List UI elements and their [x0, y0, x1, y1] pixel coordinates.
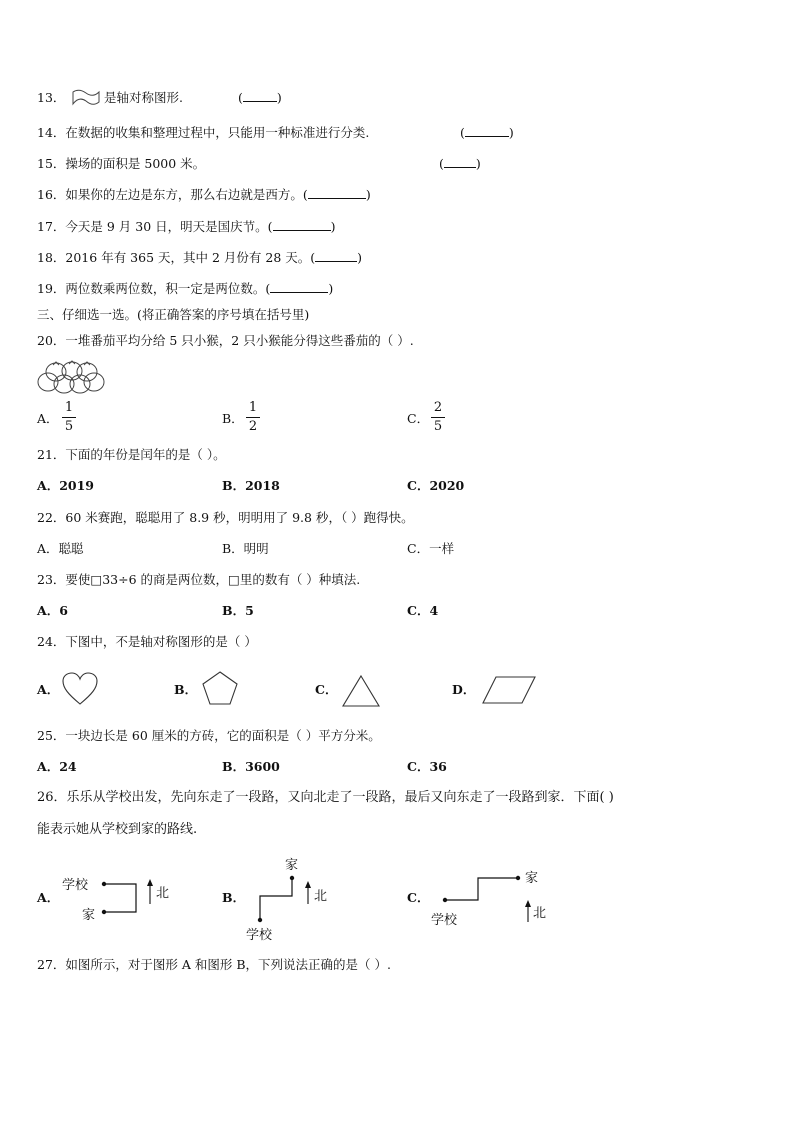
answer-blank-15[interactable]: ( ) [439, 156, 481, 171]
option-a[interactable]: A．2019 [37, 478, 94, 493]
question-number: 13． [37, 90, 66, 105]
option-a[interactable]: A．24 [37, 759, 77, 774]
north-label: 北 [156, 886, 170, 901]
question-13-text: 是轴对称图形. [104, 90, 183, 105]
option-c[interactable]: C． [315, 682, 338, 697]
option-c[interactable]: C．一样 [407, 541, 455, 556]
home-label: 家 [525, 871, 539, 886]
question-22: 22．60 米赛跑，聪聪用了 8.9 秒，明明用了 9.8 秒，（ ）跑得快。 [37, 510, 414, 525]
option-b[interactable]: B． [222, 890, 246, 905]
question-15: 15．操场的面积是 5000 米。 [37, 156, 206, 171]
section-heading: 三、仔细选一选。(将正确答案的序号填在括号里) [37, 307, 310, 322]
question-23: 23．要使□33÷6 的商是两位数，□里的数有（ ）种填法. [37, 572, 361, 587]
option-c[interactable]: C．4 [407, 603, 439, 618]
option-b[interactable]: B．明明 [222, 541, 269, 556]
answer-blank-19[interactable]: ( [265, 281, 271, 296]
question-14: 14．在数据的收集和整理过程中，只能用一种标准进行分类. [37, 125, 370, 140]
answer-blank-14[interactable]: ( ) [460, 125, 514, 140]
option-a[interactable]: A． [37, 411, 59, 426]
north-label: 北 [533, 906, 547, 921]
option-c[interactable]: C．36 [407, 759, 447, 774]
option-b[interactable]: B． [222, 411, 244, 426]
question-13 [37, 90, 65, 106]
parallelogram-icon [482, 676, 536, 704]
option-c[interactable]: C．2020 [407, 478, 465, 493]
triangle-icon [342, 675, 380, 707]
fraction-b: 1 2 [246, 400, 260, 435]
option-a[interactable]: A． [37, 890, 60, 905]
fraction-c: 2 5 [431, 400, 445, 435]
question-26-line2: 能表示她从学校到家的路线. [37, 822, 198, 837]
answer-blank-13[interactable]: ( ) [238, 90, 282, 105]
question-21: 21．下面的年份是闰年的是（ ）。 [37, 447, 226, 462]
home-label: 家 [285, 858, 299, 873]
option-d[interactable]: D． [452, 682, 476, 697]
option-a[interactable]: A． [37, 682, 60, 697]
question-17: 17．今天是 9 月 30 日，明天是国庆节。( ) [37, 219, 336, 234]
answer-blank-17[interactable]: ( [267, 219, 273, 234]
school-label: 学校 [431, 913, 458, 928]
question-26-line1: 26．乐乐从学校出发，先向东走了一段路，又向北走了一段路，最后又向东走了一段路到家．下面( ) [37, 790, 614, 805]
question-18: 18．2016 年有 365 天，其中 2 月份有 28 天。( ) [37, 250, 363, 265]
heart-icon [62, 672, 98, 706]
option-c[interactable]: C． [407, 890, 430, 905]
option-c[interactable]: C． [407, 411, 430, 426]
pentagon-icon [202, 671, 238, 705]
school-label: 学校 [62, 878, 89, 893]
question-19: 19．两位数乘两位数，积一定是两位数。( ) [37, 281, 334, 296]
option-b[interactable]: B．2018 [222, 478, 280, 493]
option-a[interactable]: A．聪聪 [37, 541, 84, 556]
question-25: 25．一块边长是 60 厘米的方砖，它的面积是（ ）平方分米。 [37, 728, 381, 743]
question-16: 16．如果你的左边是东方，那么右边就是西方。( ) [37, 187, 371, 202]
flag-shape-icon [70, 88, 102, 106]
route-diagram-c [440, 870, 540, 926]
option-b[interactable]: B．5 [222, 603, 254, 618]
tomato-pile-icon [36, 360, 106, 396]
option-b[interactable]: B． [174, 682, 198, 697]
question-24: 24．下图中，不是轴对称图形的是（ ） [37, 634, 257, 649]
option-b[interactable]: B．3600 [222, 759, 280, 774]
home-label: 家 [82, 908, 96, 923]
fraction-a: 1 5 [62, 400, 76, 435]
question-20: 20．一堆番茄平均分给 5 只小猴，2 只小猴能分得这些番茄的（ ）. [37, 333, 414, 348]
answer-blank-18[interactable]: ( [310, 250, 316, 265]
north-label: 北 [314, 889, 328, 904]
answer-blank-16[interactable]: ( [302, 187, 308, 202]
school-label: 学校 [246, 928, 273, 943]
question-27: 27．如图所示，对于图形 A 和图形 B，下列说法正确的是（ ）. [37, 957, 391, 972]
option-a[interactable]: A．6 [37, 603, 68, 618]
